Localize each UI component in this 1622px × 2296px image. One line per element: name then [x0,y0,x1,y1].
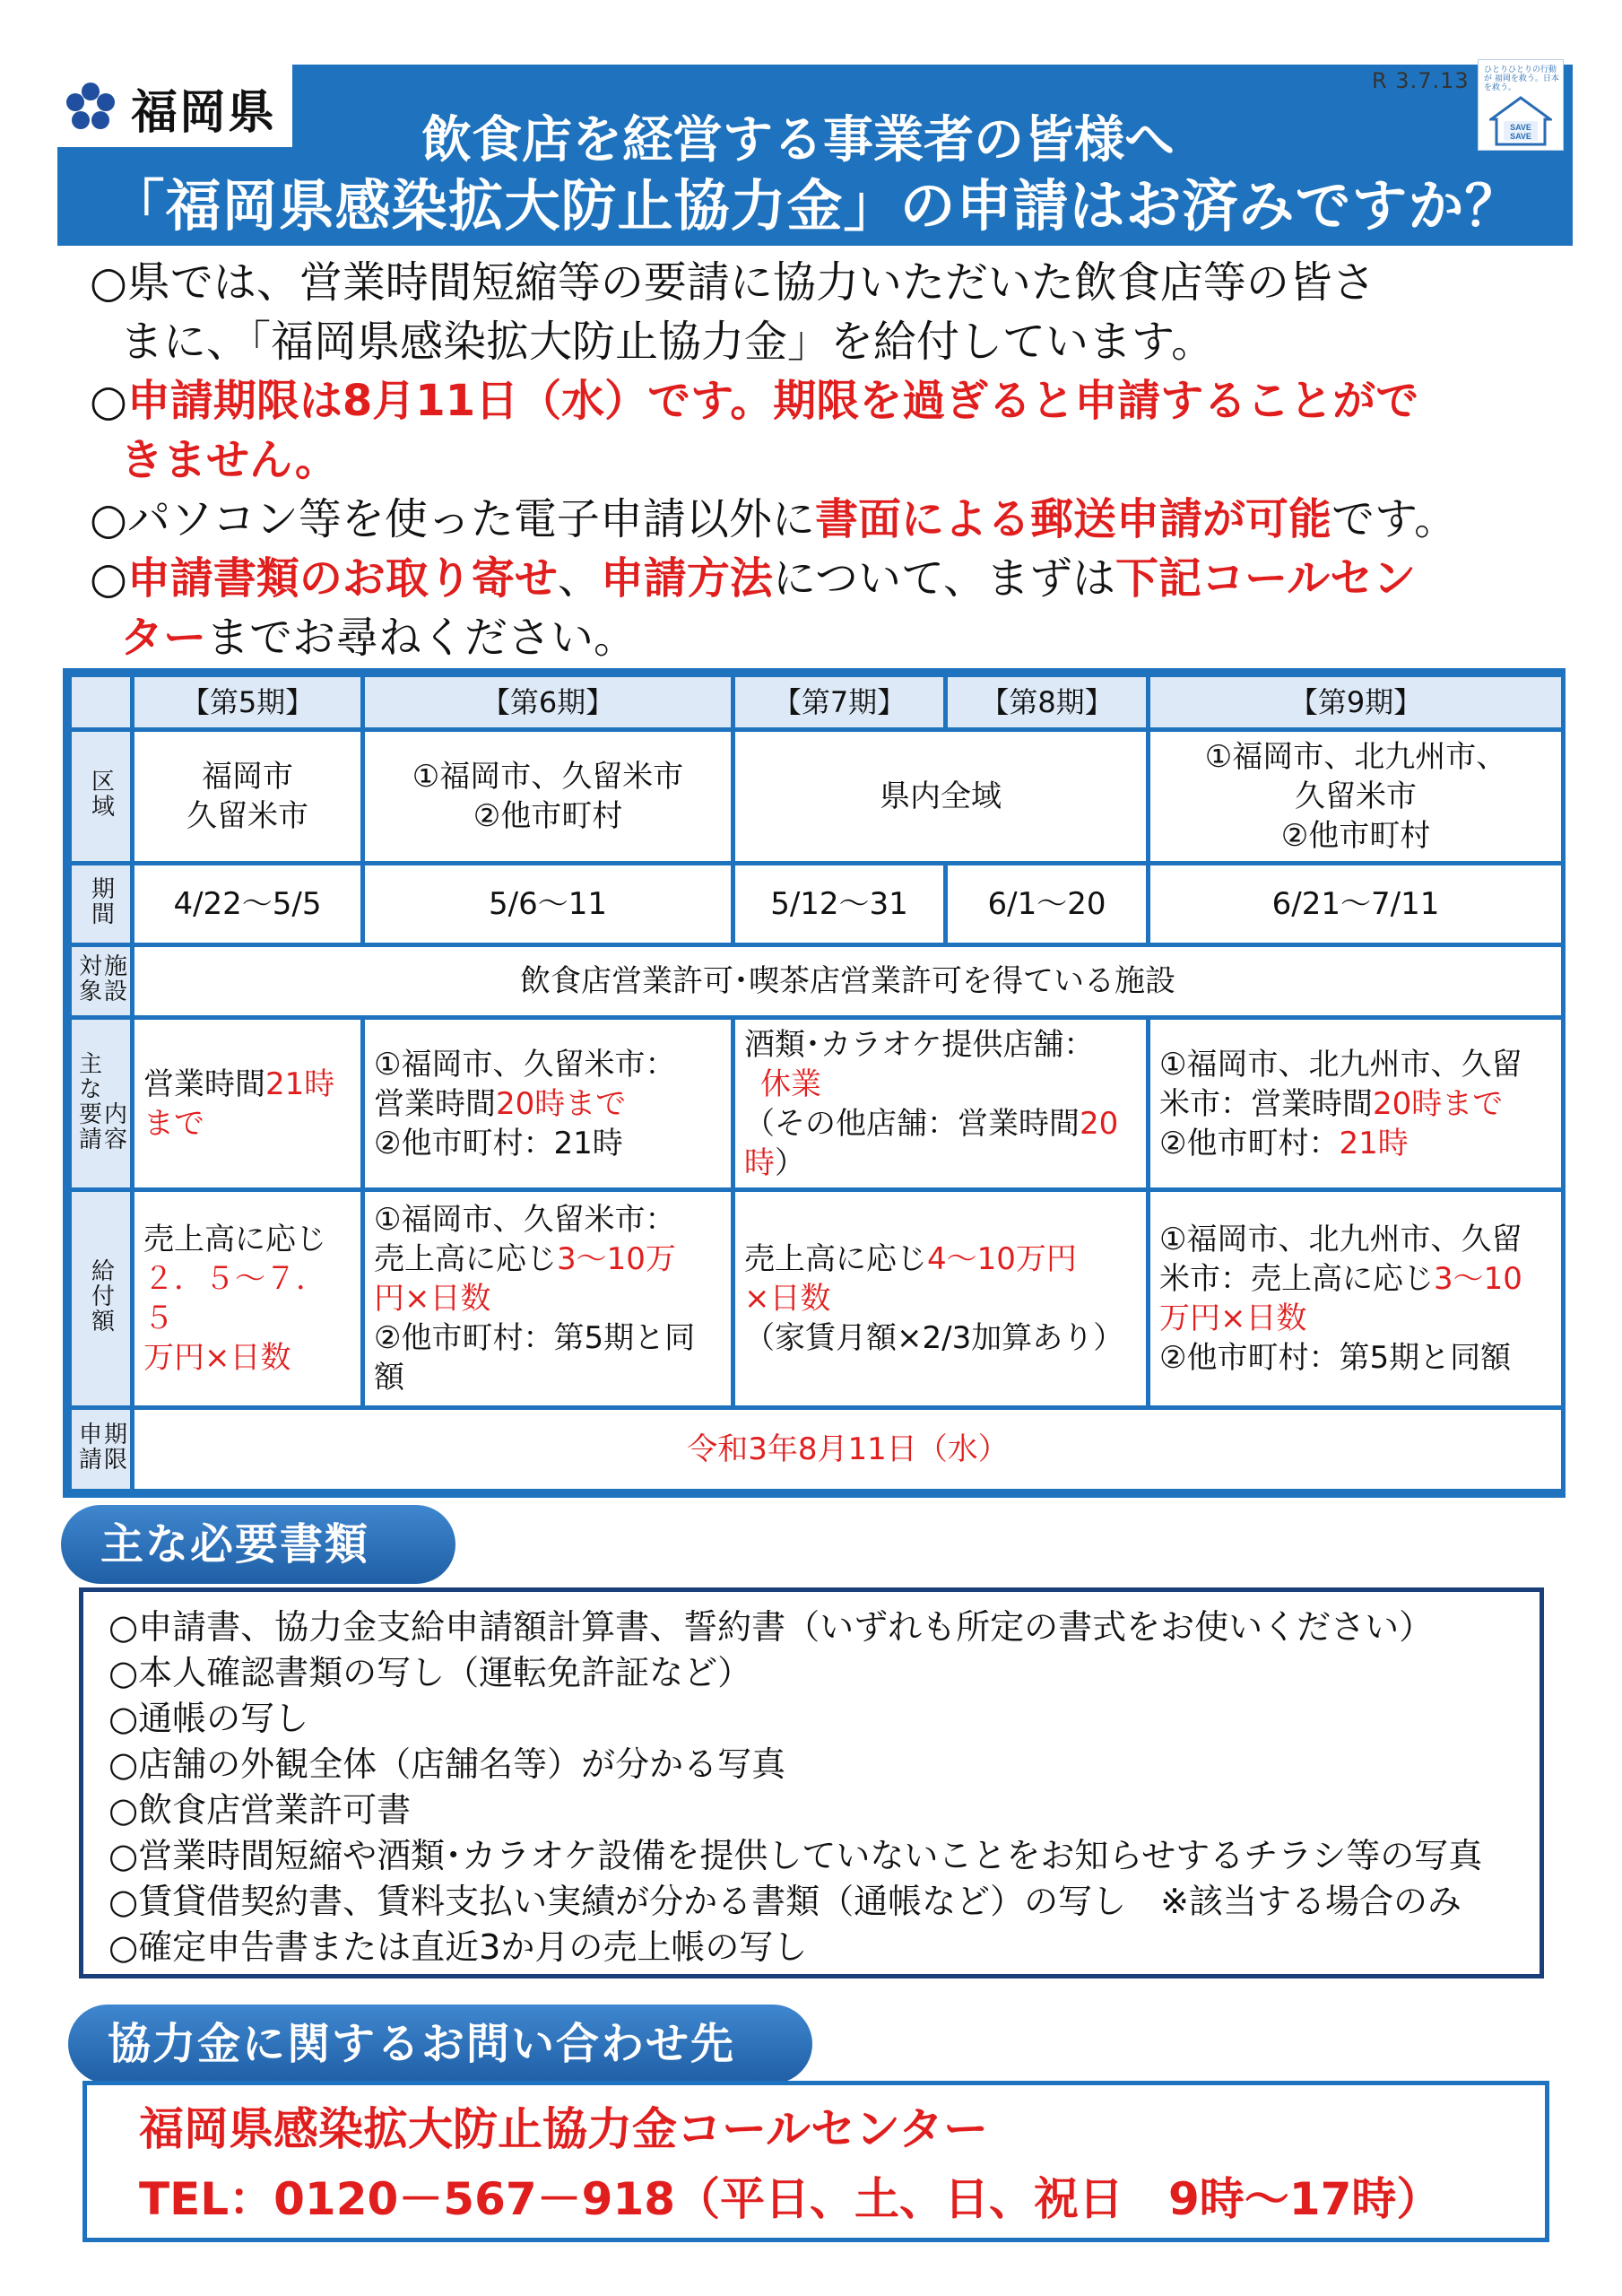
intro-bullet-deadline [90,371,1596,490]
intro-bullet-contact [90,549,1596,667]
cell-request-p6 [363,1018,733,1190]
cell-text-red: 3～10 [1434,1261,1522,1298]
cell-text-red: 20時 [744,1105,1119,1181]
row-label-text: 対象 [74,953,102,1004]
prefecture-name: 福岡県 [131,85,277,140]
save-fukuoka-badge [1478,59,1564,151]
row-label-text: 施設 [100,953,127,1004]
cell-text-red: 円×日数 [374,1281,491,1318]
bullet-mark: ○ [90,553,127,604]
row-label-period [70,864,133,945]
cell-text-red: ２．５～７．５ [143,1261,326,1337]
cell-text: ①福岡市、北九州市、久留 [1159,1222,1522,1258]
cell-request-p9 [1149,1018,1564,1190]
table-row-deadline [70,1407,1564,1491]
row-label-text: 期限 [100,1421,127,1472]
table-row-period [70,864,1564,945]
revision-date: R 3.7.13 [1372,68,1470,93]
contact-box [82,2081,1549,2242]
cell-date-p5: 4/22～5/5 [133,864,363,945]
highlight-request-docs: 申請書類のお取り寄せ [126,553,558,604]
table-row-facility [70,945,1564,1018]
cell-amount-p5 [133,1190,363,1408]
deadline-notice-cont: きません。 [120,435,338,485]
cell-area-p6 [363,729,733,864]
documents-heading: 主な必要書類 [61,1505,455,1584]
list-item: ○店舗の外観全体（店舗名等）が分かる写真 [108,1744,786,1784]
cell-text: ①福岡市、久留米市： [374,1046,676,1083]
row-label-text: 申請 [74,1421,102,1472]
page-title: 「福岡県感染拡大防止協力金」の申請はお済みですか？ [108,173,1522,239]
row-label-deadline [70,1407,133,1491]
list-item: ○通帳の写し [108,1699,309,1738]
deadline-notice: 申請期限は8月11日（水）です。期限を過ぎると申請することがで [126,376,1419,426]
cell-text: ②他市町村 [1280,817,1431,854]
header-subtitle: 飲食店を経営する事業者の皆様へ [421,111,1175,170]
row-label-text: 区域 [87,768,115,819]
prefecture-emblem-icon [63,80,118,135]
intro-bullet-mail [90,490,1596,549]
highlight-method: 申請方法 [600,553,773,604]
row-label-area [70,729,133,864]
deadline-date: 令和3年8月11日（水） [687,1431,1009,1467]
cell-text: ） [775,1144,805,1181]
cell-deadline [133,1407,1564,1491]
cell-area-p5 [133,729,363,864]
bullet-mark: ○ [90,376,127,426]
period-header: 【第7期】 [733,675,946,730]
cell-text: 営業時間 [374,1085,496,1122]
contact-heading: 協力金に関するお問い合わせ先 [68,2005,812,2083]
cell-text-red: 3～10万 [557,1241,676,1278]
cell-request-p5 [133,1018,363,1190]
row-label-facility [70,945,133,1018]
svg-text:SAVE: SAVE [1510,132,1531,141]
table-row-area [70,729,1564,864]
cell-text: 久留米市 [1295,778,1417,814]
cell-amount-p9 [1149,1190,1564,1408]
table-row-request [70,1018,1564,1190]
cell-text-red: 21時まで [143,1065,335,1142]
cell-text-red: 休業 [760,1065,821,1102]
row-label-text: 主な要請 [74,1050,102,1152]
schedule-table [63,668,1566,1498]
period-header: 【第5期】 [133,675,363,730]
list-item: ○申請書、協力金支給申請額計算書、誓約書（いずれも所定の書式をお使いください） [108,1607,1434,1647]
intro-bullet-1 [90,253,1596,371]
cell-text: 酒類･カラオケ提供店舗： [744,1026,1095,1063]
intro-text: です。 [1331,494,1458,544]
highlight-call-center-cont: ター [120,613,207,663]
period-header: 【第6期】 [363,675,733,730]
cell-amount-p7-p8 [733,1190,1149,1408]
cell-text: 売上高に応じ [143,1222,326,1258]
period-header: 【第9期】 [1149,675,1564,730]
cell-text: ②他市町村：21時 [374,1125,623,1161]
cell-date-p8: 6/1～20 [946,864,1149,945]
list-item: ○本人確認書類の写し（運転免許証など） [108,1653,752,1692]
mail-application-highlight: 書面による郵送申請が可能 [814,494,1331,544]
cell-text-red: 万円×日数 [1159,1300,1307,1337]
row-label-text: 給付額 [87,1258,115,1335]
cell-text-red: 4～10万円 [927,1241,1077,1278]
phone-number[interactable]: TEL：0120－567－918（平日、土、日、祝日 9時～17時） [139,2173,1442,2225]
table-header-row [70,675,1564,730]
period-header: 【第8期】 [946,675,1149,730]
intro-text: まに、「福岡県感染拡大防止協力金」を給付しています。 [120,317,1215,367]
cell-text-red: 21時 [1339,1125,1409,1161]
cell-text: （その他店舗：営業時間 [744,1105,1080,1142]
svg-text:SAVE: SAVE [1510,123,1531,132]
cell-text: 久留米市 [186,797,308,834]
cell-text: ①福岡市、久留米市： [374,1202,676,1239]
list-item: ○営業時間短縮や酒類･カラオケ設備を提供していないことをお知らせするチラシ等の写真 [108,1836,1483,1875]
cell-date-p9: 6/21～7/11 [1149,864,1564,945]
cell-text: 売上高に応じ [744,1241,927,1278]
cell-text: ②他市町村：第5期と同 [374,1320,696,1357]
prefecture-logo [63,63,276,152]
cell-area-p9 [1149,729,1564,864]
list-item: ○賃貸借契約書、賃料支払い実績が分かる書類（通帳など）の写し ※該当する場合のみ [108,1882,1462,1921]
cell-text: 売上高に応じ [374,1241,557,1278]
intro-text: ○県では、営業時間短縮等の要請に協力いただいた飲食店等の皆さ [90,257,1375,308]
cell-text: ①福岡市、北九州市、久留 [1159,1046,1522,1083]
badge-text: ひとりひとりの行動が 福岡を救う。日本を救う。 [1484,65,1559,92]
cell-text: 営業時間 [143,1065,265,1102]
cell-text: 福岡市 [202,758,293,795]
cell-request-p7-p8 [733,1018,1149,1190]
call-center-name: 福岡県感染拡大防止協力金コールセンター [139,2103,988,2155]
corner-cell [70,675,133,730]
cell-amount-p6 [363,1190,733,1408]
row-label-text: 期間 [87,876,115,927]
save-house-icon [1489,96,1552,146]
cell-facility: 飲食店営業許可･喫茶店営業許可を得ている施設 [133,945,1564,1018]
intro-text: ○パソコン等を使った電子申請以外に [90,494,815,544]
list-item: ○飲食店営業許可書 [108,1790,412,1830]
table-row-amount [70,1190,1564,1408]
cell-text: ②他市町村： [1159,1125,1340,1161]
cell-text: ①福岡市、北九州市、 [1204,738,1507,775]
row-label-text: 内容 [100,1100,127,1152]
row-label-amount [70,1190,133,1408]
cell-area-p7-p8: 県内全域 [733,729,1149,864]
intro-text: 、 [557,553,601,604]
cell-text: 米市：売上高に応じ [1159,1261,1434,1298]
intro-text: について、まずは [772,553,1116,604]
cell-text: ②他市町村：第5期と同額 [1159,1340,1512,1377]
cell-text: 米市：営業時間 [1159,1085,1373,1122]
highlight-call-center: 下記コールセン [1115,553,1417,604]
cell-date-p7: 5/12～31 [733,864,946,945]
cell-text-red: ×日数 [744,1281,831,1318]
documents-list [79,1587,1544,1979]
cell-text-red: 20時まで [1373,1085,1504,1122]
row-label-request [70,1018,133,1190]
cell-text: （家賃月額×2/3加算あり） [744,1320,1124,1357]
cell-text: 額 [374,1360,404,1396]
cell-text-red: 万円×日数 [143,1340,291,1377]
cell-date-p6: 5/6～11 [363,864,733,945]
cell-text: ①福岡市、久留米市 [412,758,684,795]
cell-text: ②他市町村 [473,797,623,834]
list-item: ○確定申告書または直近3か月の売上帳の写し [108,1927,808,1967]
cell-text-red: 20時まで [496,1085,627,1122]
intro-text: までお尋ねください。 [206,613,638,663]
